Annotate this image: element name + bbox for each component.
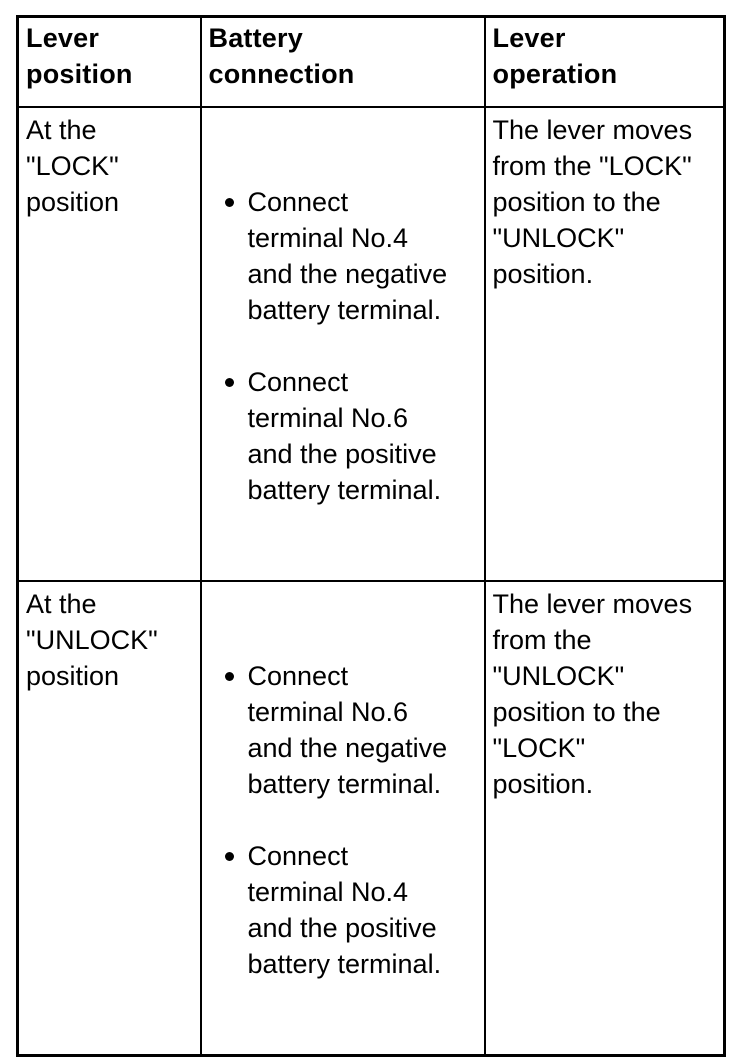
table-row-lock — [18, 107, 725, 581]
cell-battery-connection — [201, 581, 485, 1056]
header-lever-position: Lever position — [18, 17, 201, 108]
bullet-icon — [225, 852, 234, 861]
header-battery-connection: Battery connection — [201, 17, 485, 108]
header-row — [18, 17, 725, 108]
table-body — [18, 107, 725, 1056]
connection-step-text: Connect terminal No.6 and the negative battery terminal. — [247, 661, 448, 799]
lever-operation-table — [16, 15, 726, 1057]
bullet-icon — [225, 672, 234, 681]
connection-step-text: Connect terminal No.4 and the positive battery terminal. — [247, 841, 442, 979]
list-item — [209, 364, 478, 508]
connection-step-text: Connect terminal No.6 and the positive battery terminal. — [247, 367, 442, 505]
list-item — [209, 184, 478, 328]
bullet-icon — [225, 378, 234, 387]
cell-battery-connection — [201, 107, 485, 581]
header-lever-operation: Lever operation — [485, 17, 725, 108]
connection-step-text: Connect terminal No.4 and the negative battery terminal. — [247, 187, 448, 325]
table-header — [18, 17, 725, 108]
list-item — [209, 838, 478, 982]
cell-lever-operation: The lever moves from the "LOCK" position to the "UNLOCK" position. — [485, 107, 725, 581]
battery-connection-list — [209, 622, 478, 1018]
battery-connection-list — [209, 148, 478, 544]
bullet-icon — [225, 198, 234, 207]
table-row-unlock — [18, 581, 725, 1056]
cell-lever-position: At the "UNLOCK" position — [18, 581, 201, 1056]
cell-lever-operation: The lever moves from the "UNLOCK" position to the "LOCK" position. — [485, 581, 725, 1056]
list-item — [209, 658, 478, 802]
cell-lever-position: At the "LOCK" position — [18, 107, 201, 581]
